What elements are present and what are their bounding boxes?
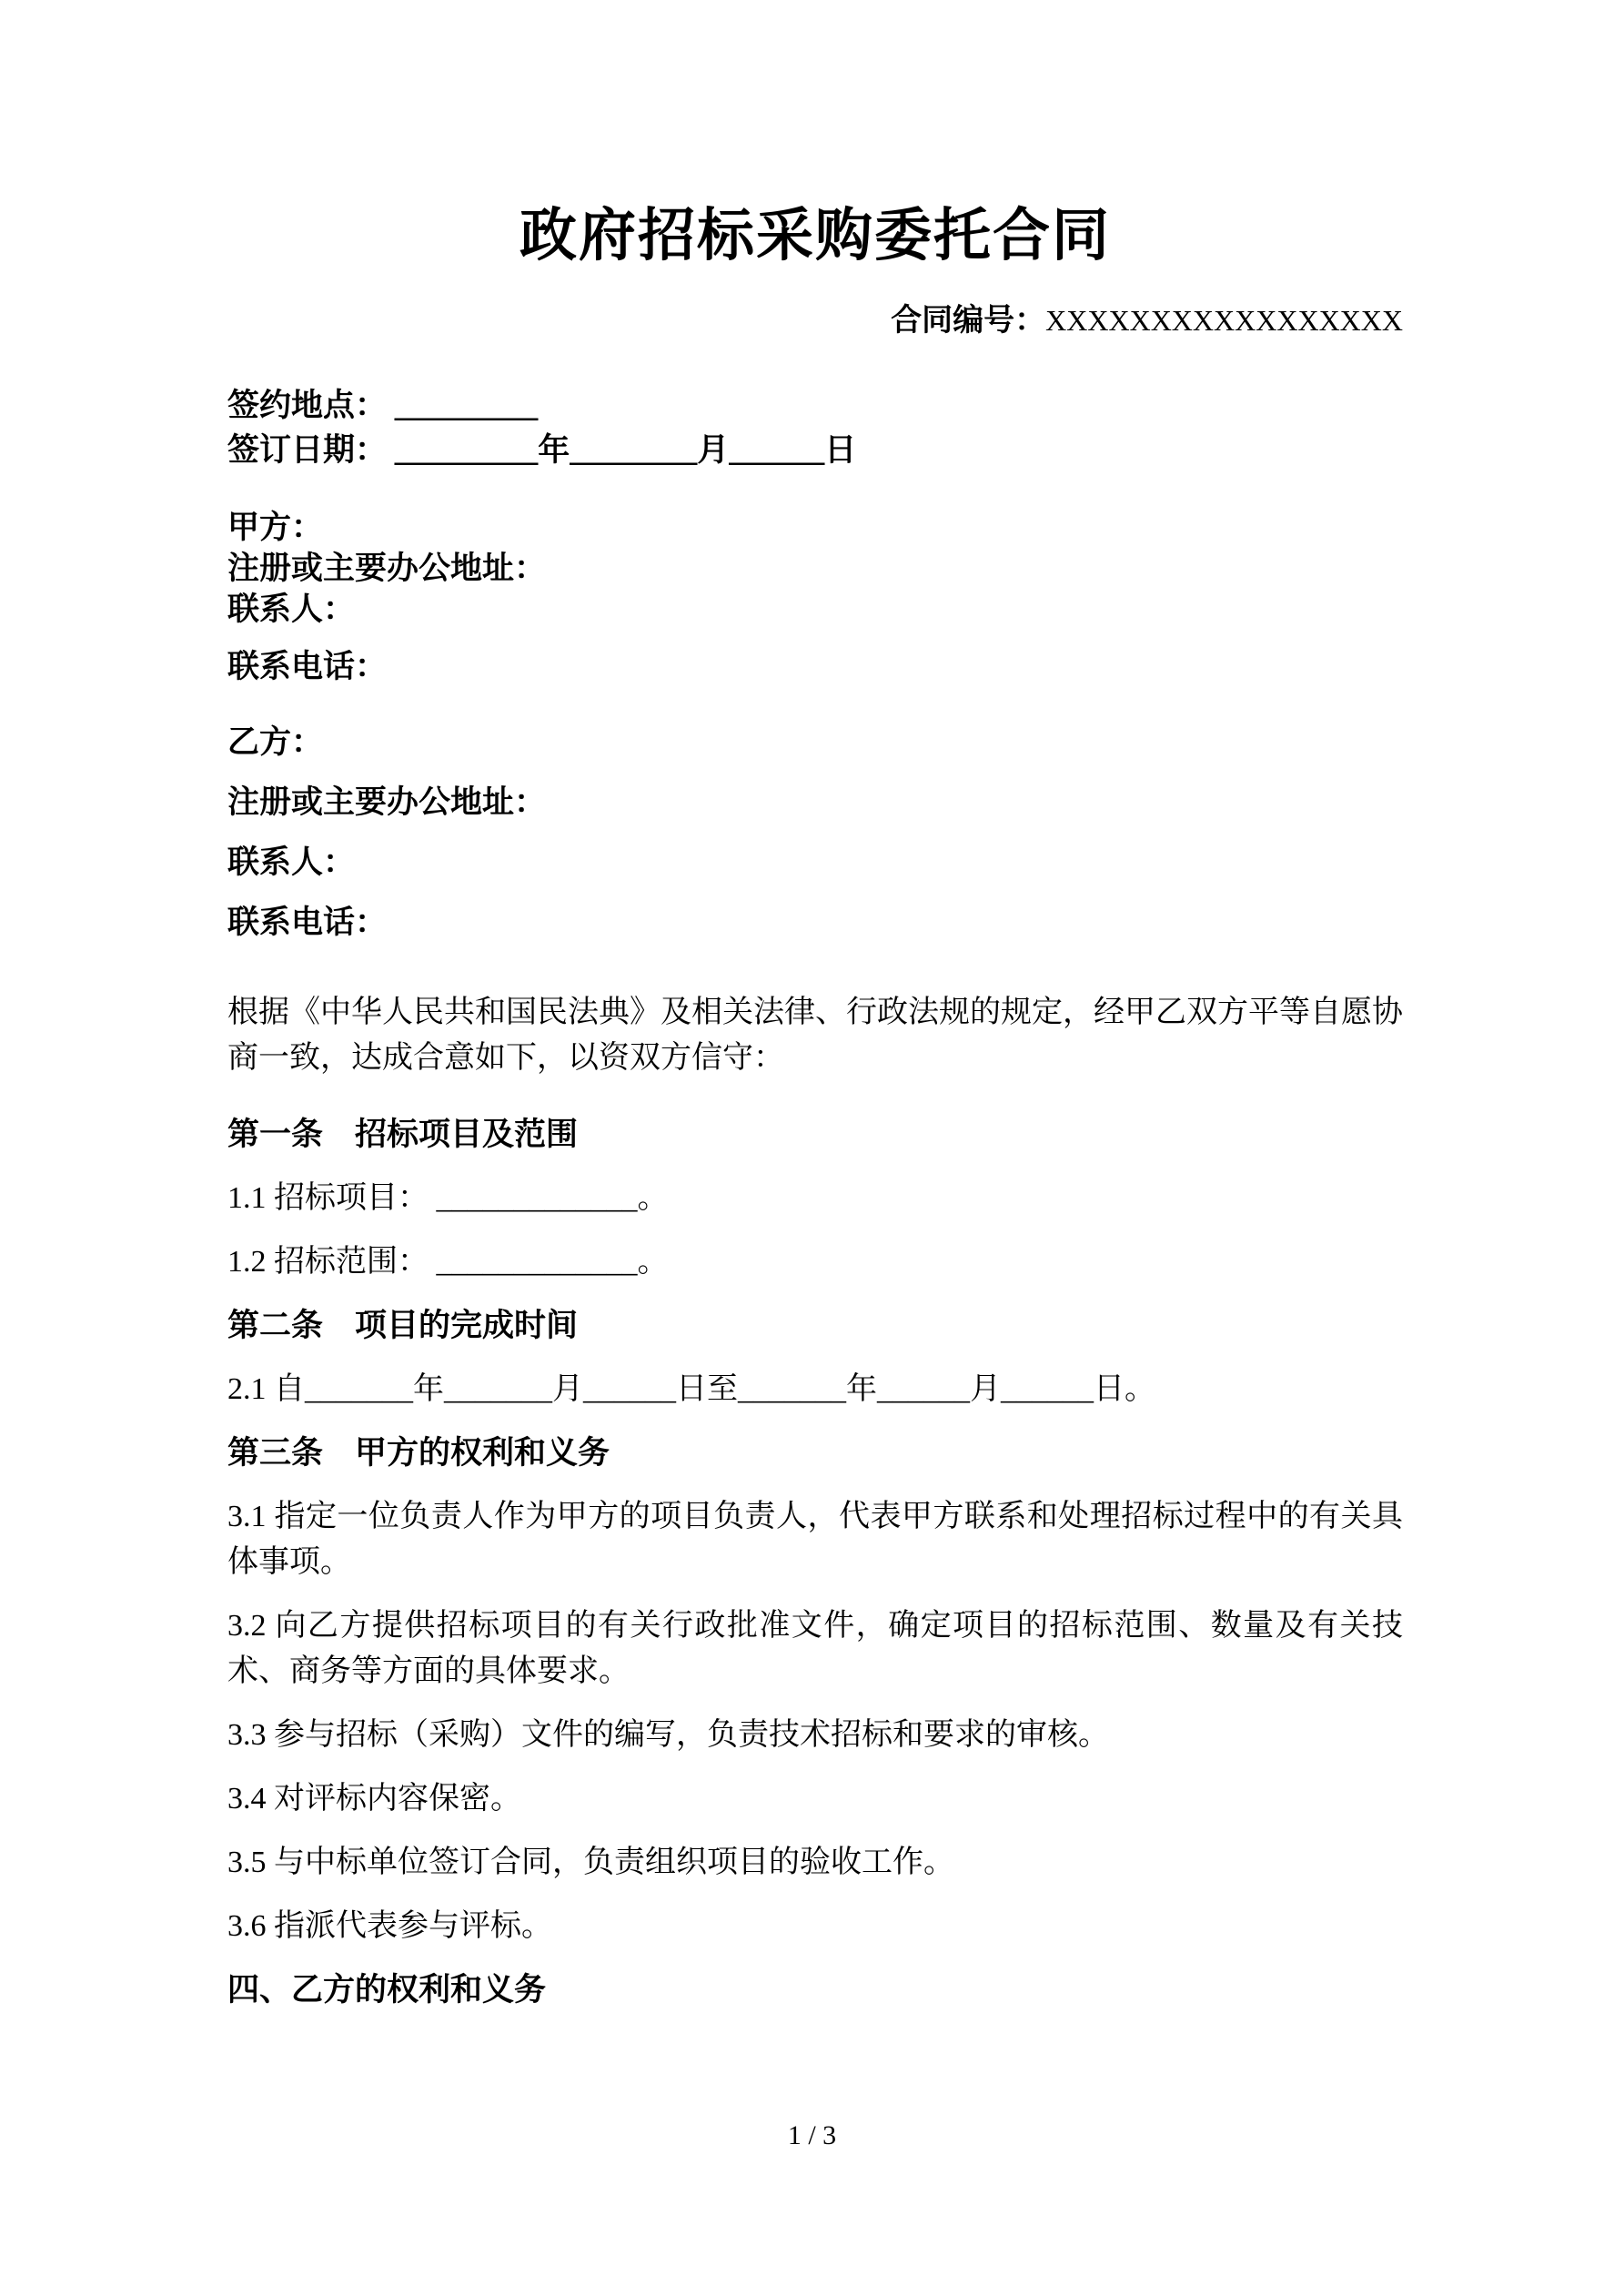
document-content [227,0,1403,2031]
party-b-name-label: 乙方： [227,723,324,760]
section-heading-2: 第二条 项目的完成时间 [227,1307,579,1343]
party-a-address-label: 注册或主要办公地址： [227,550,547,586]
party-b-address-label: 注册或主要办公地址： [227,784,547,820]
section-heading-4: 四、乙方的权利和义务 [227,1971,547,2008]
clause-item-3-5: 3.5 与中标单位签订合同，负责组织项目的验收工作。 [227,1845,954,1879]
party-a-block [227,507,1403,687]
preamble-paragraph: 根据《中华人民共和国民法典》及相关法律、行政法规的规定，经甲乙双方平等自愿协商一致，达成合意如下，以资双方信守： [227,995,1403,1075]
contract-number-value: XXXXXXXXXXXXXXXXX [1045,303,1403,337]
party-b-phone-label: 联系电话： [227,904,388,940]
party-b-contact-label: 联系人： [227,844,356,880]
clause-item-2-1: 2.1 自_______年_______月______日至_______年______月______日。 [227,1371,1155,1406]
clause-item-1-2: 1.2 招标范围： _____________。 [227,1244,669,1279]
party-a-name-label: 甲方： [227,509,324,545]
clause-item-3-1: 3.1 指定一位负责人作为甲方的项目负责人，代表甲方联系和处理招标过程中的有关具体事项。 [227,1499,1403,1579]
document-title: 政府招标采购委托合同 [519,204,1111,268]
clause-item-3-3: 3.3 参与招标（采购）文件的编写，负责技术招标和要求的审核。 [227,1717,1109,1752]
signing-date-line: 签订日期： _________年________月______日 [227,431,857,468]
signing-block [227,383,1403,472]
party-b-block [227,722,1403,943]
clause-item-3-4: 3.4 对评标内容保密。 [227,1781,521,1816]
party-a-contact-label: 联系人： [227,591,356,627]
page-number: 1 / 3 [787,2120,837,2150]
contract-number-line [227,298,1403,343]
clause-item-1-1: 1.1 招标项目： _____________。 [227,1180,669,1215]
contract-number-label: 合同编号： [891,303,1046,338]
clause-item-3-6: 3.6 指派代表参与评标。 [227,1908,552,1943]
section-heading-1: 第一条 招标项目及范围 [227,1116,579,1152]
party-a-phone-label: 联系电话： [227,648,388,684]
signing-place-line: 签约地点： _________ [227,387,539,423]
clause-item-3-2: 3.2 向乙方提供招标项目的有关行政批准文件，确定项目的招标范围、数量及有关技术、商务等方面的具体要求。 [227,1608,1403,1688]
section-heading-3: 第三条 甲方的权利和义务 [227,1434,610,1471]
